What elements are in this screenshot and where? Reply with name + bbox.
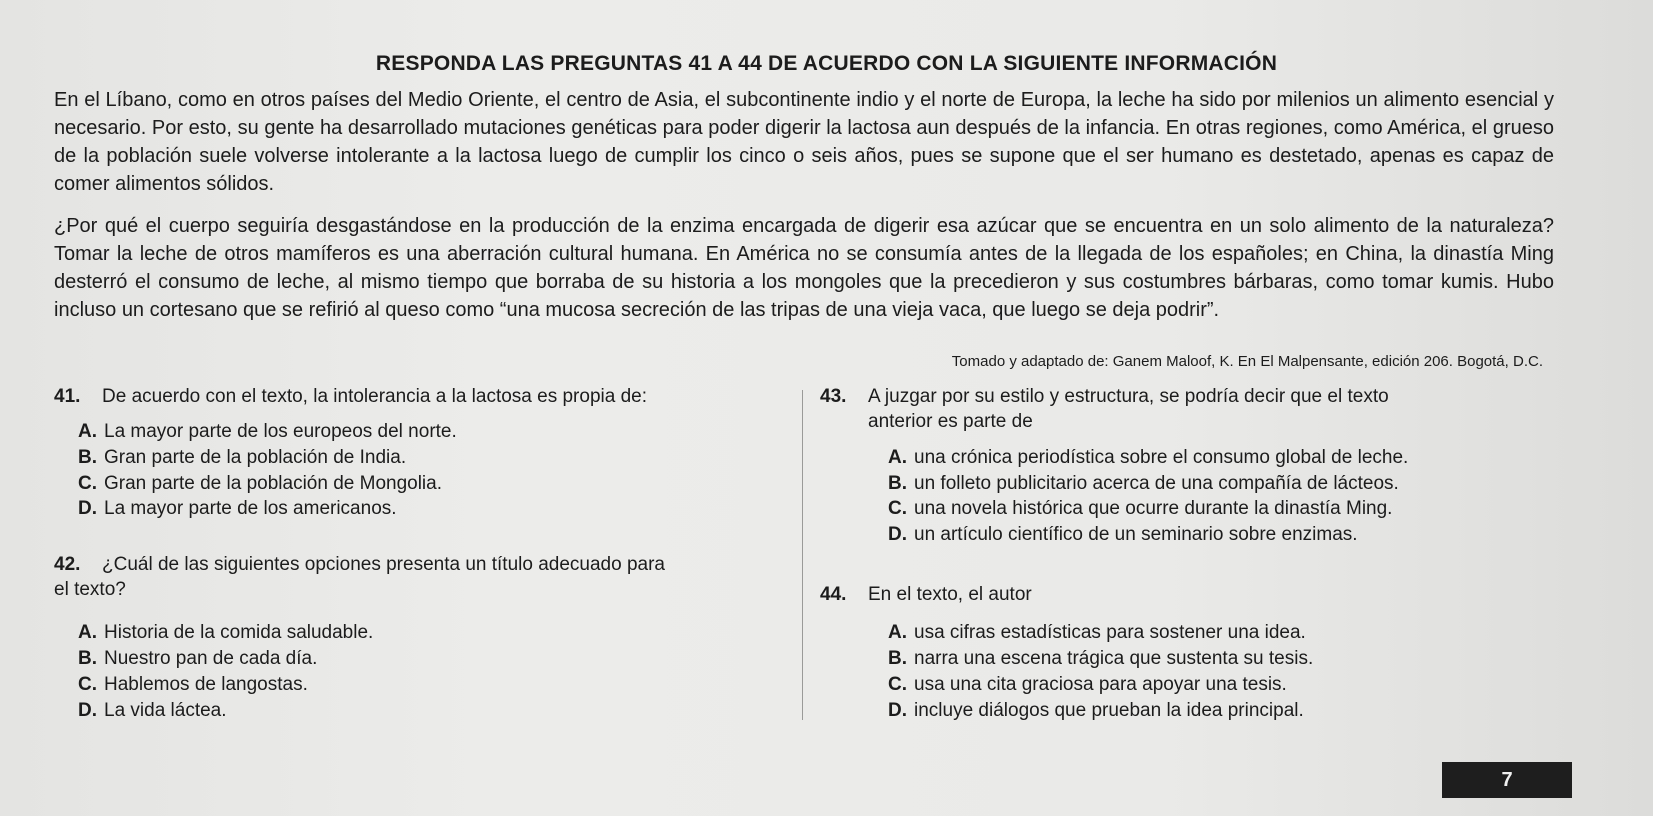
option-text: una novela histórica que ocurre durante la dinastía Ming. (914, 498, 1393, 519)
option-letter: C. (78, 473, 97, 494)
reading-paragraph-2: ¿Por qué el cuerpo seguiría desgastándose en la producción de la enzima encargada de digerir esa azúcar que se encuentra en un solo alimento de la naturaleza? Tomar la leche de otros mamíferos es una aberración cultural humana. En América no se consumía antes de la llegada de los españoles; en China, la dinastía Ming desterró el consumo de leche, al mismo tiempo que borraba de su historia a los mongoles que la precedieron y sus costumbres bárbaras, como tomar kumis. Hubo incluso un cortesano que se refirió al queso como “una mucosa secreción de las tripas de una vieja vaca, que luego se deja podrir”. (54, 215, 1554, 321)
question-44 (820, 582, 1560, 607)
q41-option-a[interactable] (78, 419, 457, 444)
option-letter: A. (888, 622, 907, 643)
question-number: 44. (820, 584, 847, 605)
option-text: una crónica periodística sobre el consumo global de leche. (914, 447, 1409, 468)
option-letter: D. (78, 498, 97, 519)
q43-option-b[interactable] (888, 471, 1399, 496)
option-text: La mayor parte de los americanos. (104, 498, 397, 519)
q44-option-d[interactable] (888, 698, 1304, 723)
option-letter: B. (888, 648, 907, 669)
option-text: Hablemos de langostas. (104, 674, 308, 695)
q41-option-d[interactable] (78, 496, 397, 521)
option-text: un artículo científico de un seminario sobre enzimas. (914, 524, 1358, 545)
section-heading: RESPONDA LAS PREGUNTAS 41 A 44 DE ACUERDO CON LA SIGUIENTE INFORMACIÓN (375, 52, 1278, 75)
option-text: incluye diálogos que prueban la idea principal. (914, 700, 1304, 721)
option-text: La mayor parte de los europeos del norte. (104, 421, 457, 442)
option-letter: B. (78, 447, 97, 468)
question-text: A juzgar por su estilo y estructura, se podría decir que el texto (868, 386, 1389, 407)
source-citation: Tomado y adaptado de: Ganem Maloof, K. En El Malpensante, edición 206. Bogotá, D.C. (951, 353, 1543, 370)
option-letter: A. (888, 447, 907, 468)
option-letter: C. (888, 498, 907, 519)
question-text: En el texto, el autor (868, 584, 1032, 605)
option-letter: C. (888, 674, 907, 695)
question-number: 42. (54, 554, 81, 575)
question-number: 43. (820, 386, 847, 407)
q42-option-c[interactable] (78, 672, 308, 697)
q44-option-a[interactable] (888, 620, 1306, 645)
option-letter: C. (78, 674, 97, 695)
option-text: Nuestro pan de cada día. (104, 648, 318, 669)
q42-option-b[interactable] (78, 646, 317, 671)
option-text: Gran parte de la población de India. (104, 447, 407, 468)
reading-paragraph-1: En el Líbano, como en otros países del Medio Oriente, el centro de Asia, el subcontinente indio y el norte de Europa, la leche ha sido por milenios un alimento esencial y necesario. Por esto, su gente ha desarrollado mutaciones genéticas para poder digerir la lactosa aun después de la infancia. En otras regiones, como América, el grueso de la población suele volverse intolerante a la lactosa luego de cumplir los cinco o seis años, pues se supone que el ser humano es destetado, apenas es capaz de comer alimentos sólidos. (54, 89, 1554, 195)
q41-option-b[interactable] (78, 445, 406, 470)
q43-option-d[interactable] (888, 522, 1358, 547)
question-41 (54, 384, 794, 409)
option-text: Gran parte de la población de Mongolia. (104, 473, 443, 494)
q44-option-c[interactable] (888, 672, 1287, 697)
question-42 (54, 552, 794, 602)
question-text-continued: anterior es parte de (868, 411, 1033, 432)
option-letter: B. (78, 648, 97, 669)
option-text: Historia de la comida saludable. (104, 622, 374, 643)
option-text: narra una escena trágica que sustenta su tesis. (914, 648, 1314, 669)
option-text: usa cifras estadísticas para sostener una idea. (914, 622, 1306, 643)
q43-option-c[interactable] (888, 496, 1392, 521)
option-letter: D. (78, 700, 97, 721)
q42-option-a[interactable] (78, 620, 373, 645)
option-text: usa una cita graciosa para apoyar una tesis. (914, 674, 1287, 695)
q44-option-b[interactable] (888, 646, 1313, 671)
q41-option-c[interactable] (78, 471, 442, 496)
option-text: un folleto publicitario acerca de una compañía de lácteos. (914, 473, 1399, 494)
option-letter: A. (78, 421, 97, 442)
option-text: La vida láctea. (104, 700, 227, 721)
option-letter: B. (888, 473, 907, 494)
question-text-continued: el texto? (54, 579, 126, 600)
option-letter: D. (888, 524, 907, 545)
question-43 (820, 384, 1560, 434)
question-number: 41. (54, 386, 81, 407)
option-letter: A. (78, 622, 97, 643)
column-divider (802, 390, 803, 720)
q43-option-a[interactable] (888, 445, 1408, 470)
option-letter: D. (888, 700, 907, 721)
q42-option-d[interactable] (78, 698, 227, 723)
page-number: 7 (1442, 762, 1572, 798)
question-text: De acuerdo con el texto, la intolerancia a la lactosa es propia de: (102, 386, 647, 407)
question-text: ¿Cuál de las siguientes opciones presenta un título adecuado para (102, 554, 665, 575)
